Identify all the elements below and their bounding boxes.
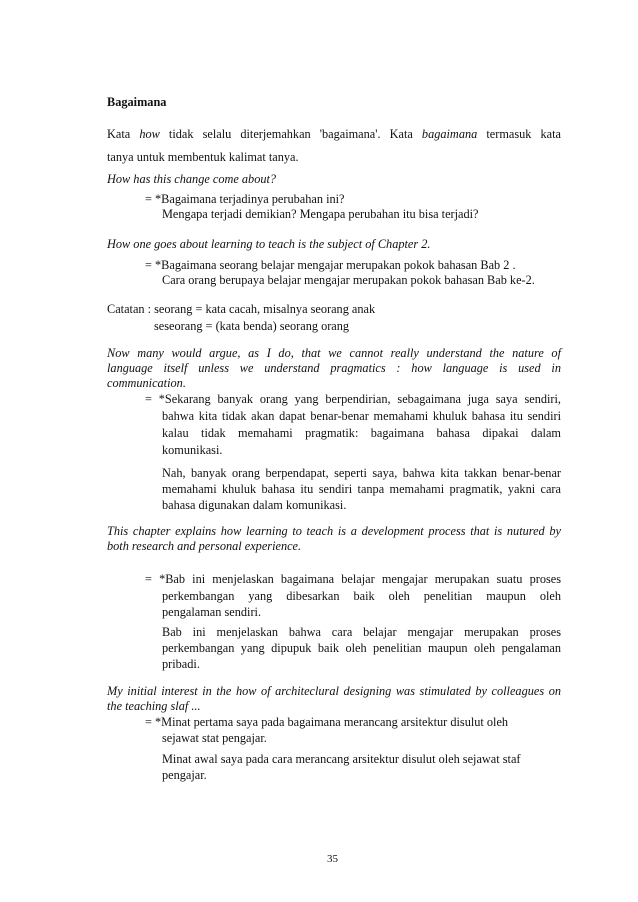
example-2-translation-2: Cara orang berupaya belajar mengajar merupakan pokok bahasan Bab ke-2. bbox=[162, 273, 535, 287]
example-4-english-2: both research and personal experience. bbox=[107, 539, 302, 553]
example-4-translation-2: perkembangan yang dibesarkan baik oleh penelitian maupun oleh bbox=[162, 589, 561, 603]
note-line-1: Catatan : seorang = kata cacah, misalnya seorang anak bbox=[107, 302, 376, 316]
example-1-english: How has this change come about? bbox=[107, 172, 277, 186]
example-3-translation-5: Nah, banyak orang berpendapat, seperti saya, bahwa kita takkan benar-benar bbox=[162, 466, 561, 480]
example-2-english: How one goes about learning to teach is the subject of Chapter 2. bbox=[107, 237, 431, 251]
intro-line-1 bbox=[107, 127, 561, 142]
example-5-translation-4: pengajar. bbox=[162, 768, 207, 782]
intro-text-c: termasuk kata bbox=[477, 127, 561, 141]
section-heading: Bagaimana bbox=[107, 95, 167, 109]
example-5-translation-1: = *Minat pertama saya pada bagaimana merancang arsitektur disulut oleh bbox=[145, 715, 509, 729]
example-4-translation-3: pengalaman sendiri. bbox=[162, 605, 262, 619]
example-5-translation-2: sejawat stat pengajar. bbox=[162, 731, 267, 745]
note-line-2: seseorang = (kata benda) seorang orang bbox=[154, 319, 350, 333]
example-4-translation-1: = *Bab ini menjelaskan bagaimana belajar mengajar merupakan suatu proses bbox=[145, 572, 561, 586]
page-number: 35 bbox=[327, 853, 338, 865]
example-4-translation-4: Bab ini menjelaskan bahwa cara belajar mengajar merupakan proses bbox=[162, 625, 561, 639]
example-1-translation-2: Mengapa terjadi demikian? Mengapa perubahan itu bisa terjadi? bbox=[162, 207, 479, 221]
example-4-translation-6: pribadi. bbox=[162, 657, 200, 671]
example-3-english-3: communication. bbox=[107, 376, 186, 390]
example-1-translation-1: = *Bagaimana terjadinya perubahan ini? bbox=[145, 192, 345, 206]
intro-term-bagaimana: bagaimana bbox=[421, 127, 478, 141]
example-3-translation-1: = *Sekarang banyak orang yang berpendirian, sebagaimana juga saya sendiri, bbox=[145, 392, 561, 406]
example-3-english-1: Now many would argue, as I do, that we cannot really understand the nature of bbox=[107, 346, 561, 360]
intro-line-2: tanya untuk membentuk kalimat tanya. bbox=[107, 150, 299, 164]
example-2-translation-1: = *Bagaimana seorang belajar mengajar merupakan pokok bahasan Bab 2 . bbox=[145, 258, 516, 272]
example-4-translation-5: perkembangan yang dipupuk baik oleh penelitian maupun oleh pengalaman bbox=[162, 641, 561, 655]
example-4-english-1: This chapter explains how learning to teach is a development process that is nutured by bbox=[107, 524, 561, 538]
example-5-english-2: the teaching slaf ... bbox=[107, 699, 201, 713]
example-3-translation-4: komunikasi. bbox=[162, 443, 223, 457]
example-3-translation-7: bahasa digunakan dalam komunikasi. bbox=[162, 498, 347, 512]
example-3-english-2: language itself unless we understand pragmatics : how language is used in bbox=[107, 361, 561, 375]
example-3-translation-2: bahwa kita tidak akan dapat benar-benar memahami khuluk bahasa itu sendiri bbox=[162, 409, 561, 423]
example-5-english-1: My initial interest in the how of architeclural designing was stimulated by colleagues on bbox=[107, 684, 561, 698]
example-3-translation-3: kalau tidak memahami pragmatik: bagaimana bahasa dipakai dalam bbox=[162, 426, 561, 440]
example-3-translation-6: memahami khuluk bahasa itu sendiri tanpa memahami pragmatik, yakni cara bbox=[162, 482, 561, 496]
example-5-translation-3: Minat awal saya pada cara merancang arsitektur disulut oleh sejawat staf bbox=[162, 752, 521, 766]
intro-text-b: tidak selalu diterjemahkan 'bagaimana'. Kata bbox=[159, 127, 422, 141]
intro-text-a: Kata bbox=[107, 127, 140, 141]
intro-term-how: how bbox=[139, 127, 160, 141]
